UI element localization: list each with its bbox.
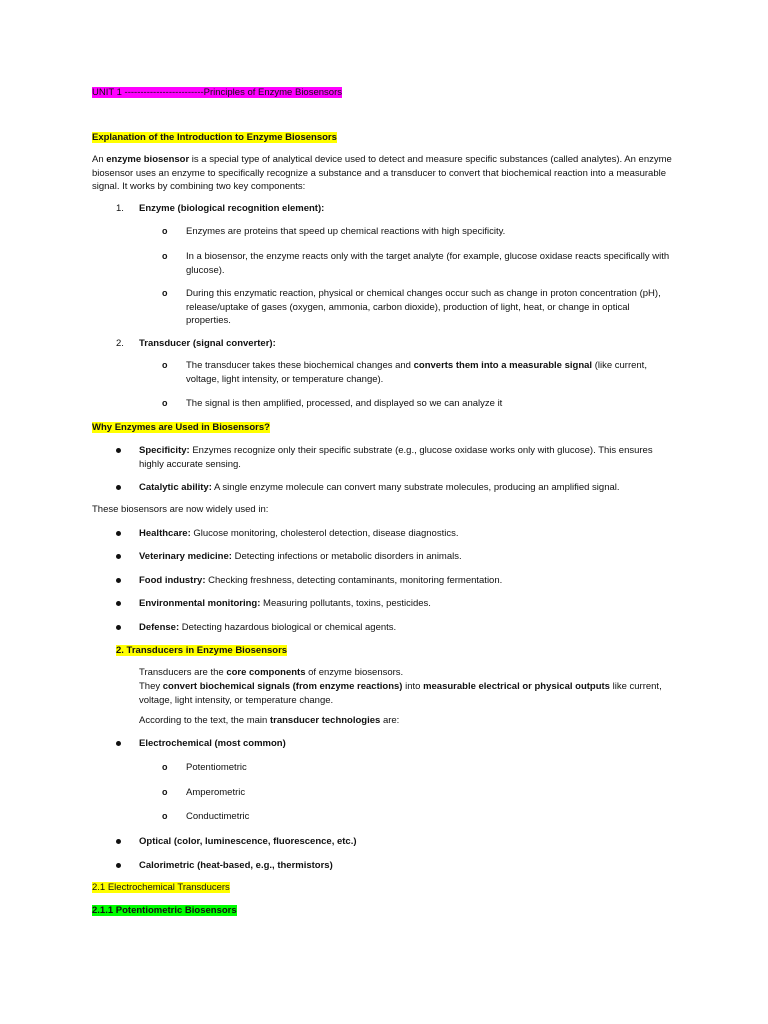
p2-start: They bbox=[139, 681, 163, 692]
sub-bullet: o bbox=[162, 226, 168, 236]
bullet-dot bbox=[116, 531, 121, 536]
sub-bullet: o bbox=[162, 398, 168, 408]
intro-text-bold: enzyme biosensor bbox=[106, 154, 190, 165]
bullet-dot bbox=[116, 863, 121, 868]
use-item-text: Detecting hazardous biological or chemical agents. bbox=[179, 622, 397, 633]
use-item-text: Checking freshness, detecting contaminants, monitoring fermentation. bbox=[205, 575, 503, 586]
bullet-dot bbox=[116, 741, 121, 746]
transducer-item: The signal is then amplified, processed, and displayed so we can analyze it bbox=[186, 398, 503, 409]
uses-intro: These biosensors are now widely used in: bbox=[92, 504, 269, 515]
use-item bbox=[139, 527, 679, 541]
sub-bullet: o bbox=[162, 787, 168, 797]
p1-bold: core components bbox=[226, 667, 306, 678]
sub-bullet: o bbox=[162, 360, 168, 370]
transducer-item-bold: converts them into a measurable signal bbox=[413, 360, 593, 371]
enzyme-item: In a biosensor, the enzyme reacts only with the target analyte (for example, glucose oxidase reacts specifically with glucose). bbox=[186, 251, 670, 276]
why-item-bold: Catalytic ability: bbox=[139, 482, 212, 493]
section-2-1-text: 2.1 Electrochemical Transducers bbox=[92, 882, 230, 893]
p1-start: Transducers are the bbox=[139, 667, 227, 678]
electrochemical-item: Electrochemical (most common) bbox=[139, 738, 286, 749]
p2-bold-2: measurable electrical or physical outputs bbox=[423, 681, 610, 692]
use-item-bold: Environmental monitoring: bbox=[139, 598, 261, 609]
sub-bullet: o bbox=[162, 288, 168, 298]
section-2-1-heading bbox=[92, 881, 677, 895]
bullet-dot bbox=[116, 601, 121, 606]
intro-text-start: An bbox=[92, 154, 107, 165]
transducer-type: Potentiometric bbox=[186, 762, 247, 773]
bullet-dot bbox=[116, 485, 121, 490]
use-item-text: Measuring pollutants, toxins, pesticides. bbox=[260, 598, 431, 609]
use-item bbox=[139, 621, 679, 635]
p1-rest: of enzyme biosensors. bbox=[305, 667, 404, 678]
enzyme-item: Enzymes are proteins that speed up chemical reactions with high specificity. bbox=[186, 226, 506, 237]
transducers-paragraph-2 bbox=[139, 680, 679, 707]
use-item bbox=[139, 574, 679, 588]
section-2-1-1-text: 2.1.1 Potentiometric Biosensors bbox=[92, 905, 237, 916]
use-item-bold: Veterinary medicine: bbox=[139, 551, 232, 562]
enzyme-title: Enzyme (biological recognition element): bbox=[139, 203, 325, 214]
intro-heading-text: Explanation of the Introduction to Enzyme Biosensors bbox=[92, 132, 337, 143]
unit-heading-text: UNIT 1 -------------------------Principles of Enzyme Biosensors bbox=[92, 87, 342, 98]
p3-bold: transducer technologies bbox=[269, 715, 381, 726]
p3-rest: are: bbox=[380, 715, 400, 726]
transducers-heading-text: 2. Transducers in Enzyme Biosensors bbox=[116, 645, 288, 656]
p2-rest: like current, voltage, light intensity, or temperature change. bbox=[139, 681, 662, 706]
use-item bbox=[139, 597, 679, 611]
use-item-text: Glucose monitoring, cholesterol detection, disease diagnostics. bbox=[190, 528, 459, 539]
intro-text-rest: is a special type of analytical device used to detect and measure specific substances (called analytes). An enzyme biosensor uses an enzyme to specifically recognize a substance and a transducer to convert that biochemical reaction into a measurable signal. It works by combining two key components: bbox=[92, 154, 672, 192]
use-item bbox=[139, 550, 679, 564]
bullet-dot bbox=[116, 554, 121, 559]
transducers-heading bbox=[116, 644, 701, 658]
sub-bullet: o bbox=[162, 811, 168, 821]
why-heading-text: Why Enzymes are Used in Biosensors? bbox=[92, 422, 270, 433]
transducers-paragraph-3 bbox=[139, 714, 679, 728]
list-number: 1. bbox=[116, 203, 124, 214]
bullet-dot bbox=[116, 625, 121, 630]
sub-bullet: o bbox=[162, 251, 168, 261]
use-item-text: Detecting infections or metabolic disorders in animals. bbox=[231, 551, 462, 562]
intro-paragraph bbox=[92, 153, 677, 194]
why-item-text: Enzymes recognize only their specific substrate (e.g., glucose oxidase works only with glucose). This ensures highly accurate sensing. bbox=[139, 445, 653, 470]
bullet-dot bbox=[116, 448, 121, 453]
p2-mid: into bbox=[402, 681, 424, 692]
list-number: 2. bbox=[116, 338, 124, 349]
why-heading bbox=[92, 421, 677, 435]
p3-start: According to the text, the main bbox=[139, 715, 270, 726]
why-item bbox=[139, 481, 679, 495]
why-item-bold: Specificity: bbox=[139, 445, 190, 456]
use-item-bold: Food industry: bbox=[139, 575, 206, 586]
calorimetric-item: Calorimetric (heat-based, e.g., thermistors) bbox=[139, 860, 333, 871]
unit-heading bbox=[92, 86, 677, 100]
bullet-dot bbox=[116, 578, 121, 583]
sub-bullet: o bbox=[162, 762, 168, 772]
enzyme-item: During this enzymatic reaction, physical or chemical changes occur such as change in proton concentration (pH), release/uptake of gases (oxygen, ammonia, carbon dioxide), production of light, heat, or change in optical properties. bbox=[186, 288, 661, 326]
p2-bold-1: convert biochemical signals (from enzyme reactions) bbox=[162, 681, 403, 692]
use-item-bold: Healthcare: bbox=[139, 528, 191, 539]
bullet-dot bbox=[116, 839, 121, 844]
transducer-item-rest: (like current, voltage, light intensity, or temperature change). bbox=[186, 360, 647, 385]
transducers-paragraph-1 bbox=[139, 666, 679, 680]
transducer-item bbox=[186, 359, 670, 386]
why-item bbox=[139, 444, 679, 471]
why-item-text: A single enzyme molecule can convert many substrate molecules, producing an amplified signal. bbox=[211, 482, 620, 493]
section-2-1-1-heading bbox=[92, 904, 677, 918]
intro-heading bbox=[92, 131, 677, 145]
transducer-title: Transducer (signal converter): bbox=[139, 338, 276, 349]
transducer-item-start: The transducer takes these biochemical changes and bbox=[186, 360, 414, 371]
transducer-type: Conductimetric bbox=[186, 811, 250, 822]
optical-item: Optical (color, luminescence, fluorescence, etc.) bbox=[139, 836, 357, 847]
transducer-type: Amperometric bbox=[186, 787, 246, 798]
use-item-bold: Defense: bbox=[139, 622, 180, 633]
